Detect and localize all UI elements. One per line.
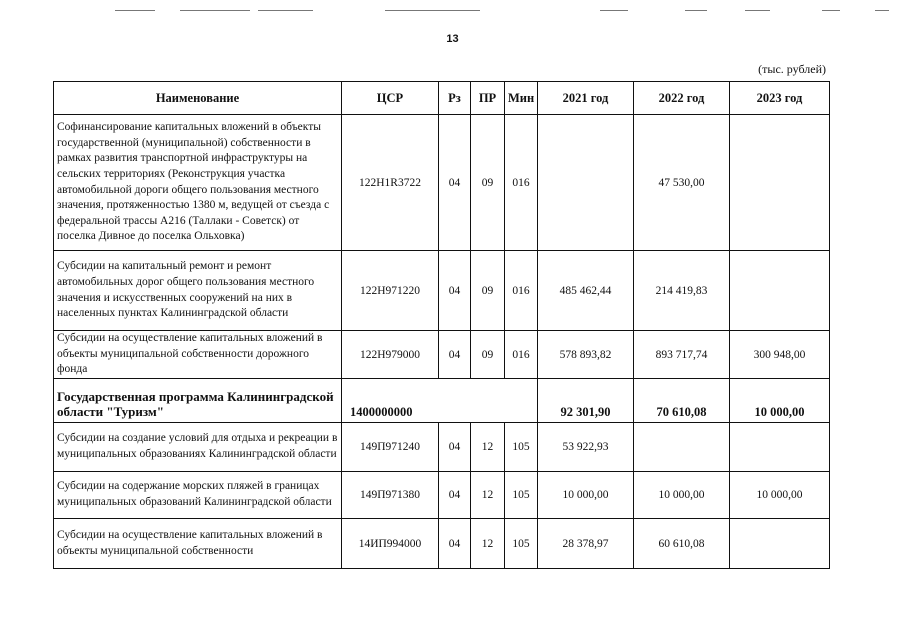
row-pr: 12 — [471, 472, 505, 519]
row-2023 — [730, 115, 830, 251]
budget-table — [53, 81, 830, 569]
page-number: 13 — [446, 33, 459, 45]
row-pr: 09 — [471, 251, 505, 331]
header-2021: 2021 год — [538, 82, 634, 115]
row-rz: 04 — [439, 519, 471, 569]
row-name: Софинансирование капитальных вложений в объекты государственной (муниципальной) собственности в рамках развития транспортной инфраструктуры на сельских территориях (Реконструкция участка автомобильной дороги общего пользования местного значения, протяженностью 1380 м, ведущей от съезда с федеральной трассы А216 (Таллаки - Советск) от поселка Дивное до поселка Ольховка) — [54, 115, 342, 251]
row-name: Субсидии на осуществление капитальных вложений в объекты муниципальной собственности дорожного фонда — [54, 331, 342, 379]
row-2022: 214 419,83 — [634, 251, 730, 331]
row-min: 105 — [505, 472, 538, 519]
header-pr: ПР — [471, 82, 505, 115]
row-2021: 53 922,93 — [538, 423, 634, 472]
header-2022: 2022 год — [634, 82, 730, 115]
row-pr: 12 — [471, 423, 505, 472]
program-2023: 10 000,00 — [730, 379, 830, 423]
row-2021: 10 000,00 — [538, 472, 634, 519]
program-name: Государственная программа Калининградской области "Туризм" — [54, 379, 342, 423]
row-2022: 10 000,00 — [634, 472, 730, 519]
row-2023: 300 948,00 — [730, 331, 830, 379]
row-2021: 485 462,44 — [538, 251, 634, 331]
row-min: 105 — [505, 423, 538, 472]
table-row — [54, 331, 830, 379]
header-name: Наименование — [54, 82, 342, 115]
row-min: 105 — [505, 519, 538, 569]
table-row — [54, 472, 830, 519]
program-2021: 92 301,90 — [538, 379, 634, 423]
row-rz: 04 — [439, 115, 471, 251]
row-2023 — [730, 519, 830, 569]
row-2022 — [634, 423, 730, 472]
row-rz: 04 — [439, 472, 471, 519]
header-csr: ЦСР — [342, 82, 439, 115]
table-row — [54, 251, 830, 331]
table-row — [54, 115, 830, 251]
table-row — [54, 519, 830, 569]
row-csr: 122Н971220 — [342, 251, 439, 331]
scan-artifact-lines — [0, 10, 905, 20]
row-csr: 149П971380 — [342, 472, 439, 519]
row-2023 — [730, 251, 830, 331]
row-name: Субсидии на создание условий для отдыха и рекреации в муниципальных образованиях Калининградской области — [54, 423, 342, 472]
row-2021: 28 378,97 — [538, 519, 634, 569]
header-row — [54, 82, 830, 115]
row-csr: 122Н979000 — [342, 331, 439, 379]
row-pr: 09 — [471, 331, 505, 379]
row-2022: 47 530,00 — [634, 115, 730, 251]
row-2022: 893 717,74 — [634, 331, 730, 379]
units-label: (тыс. рублей) — [758, 62, 826, 76]
row-rz: 04 — [439, 331, 471, 379]
row-min: 016 — [505, 331, 538, 379]
row-csr: 14ИП994000 — [342, 519, 439, 569]
program-row — [54, 379, 830, 423]
row-pr: 12 — [471, 519, 505, 569]
program-2022: 70 610,08 — [634, 379, 730, 423]
header-2023: 2023 год — [730, 82, 830, 115]
header-rz: Рз — [439, 82, 471, 115]
header-min: Мин — [505, 82, 538, 115]
row-csr: 149П971240 — [342, 423, 439, 472]
row-rz: 04 — [439, 423, 471, 472]
row-name: Субсидии на осуществление капитальных вложений в объекты муниципальной собственности — [54, 519, 342, 569]
row-2021: 578 893,82 — [538, 331, 634, 379]
row-2023: 10 000,00 — [730, 472, 830, 519]
table-row — [54, 423, 830, 472]
program-csr: 1400000000 — [342, 379, 538, 423]
row-name: Субсидии на капитальный ремонт и ремонт автомобильных дорог общего пользования местного значения и искусственных сооружений на них в населенных пунктах Калининградской области — [54, 251, 342, 331]
row-2023 — [730, 423, 830, 472]
row-2021 — [538, 115, 634, 251]
row-2022: 60 610,08 — [634, 519, 730, 569]
row-pr: 09 — [471, 115, 505, 251]
row-csr: 122Н1R3722 — [342, 115, 439, 251]
row-name: Субсидии на содержание морских пляжей в границах муниципальных образований Калининградской области — [54, 472, 342, 519]
row-min: 016 — [505, 251, 538, 331]
row-min: 016 — [505, 115, 538, 251]
row-rz: 04 — [439, 251, 471, 331]
